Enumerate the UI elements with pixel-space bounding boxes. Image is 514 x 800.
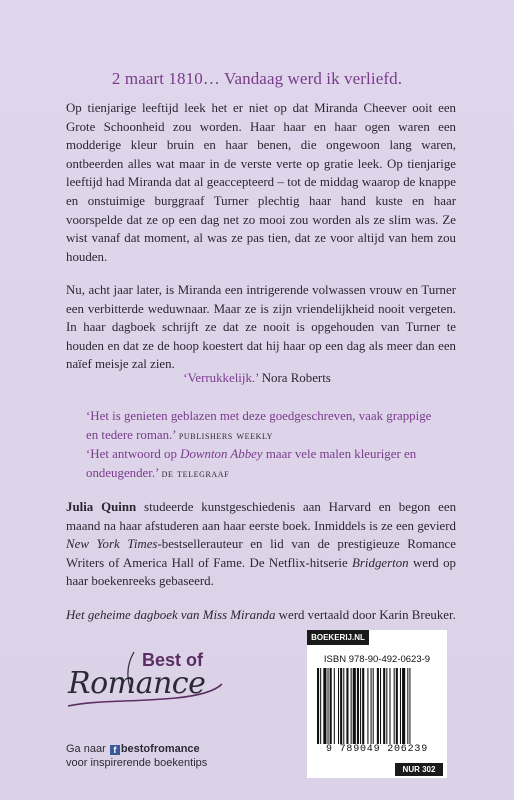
- barcode-digits: 9 789049 206239: [325, 744, 428, 755]
- quote-source: Nora Roberts: [261, 371, 331, 385]
- social-handle[interactable]: bestofromance: [120, 743, 200, 755]
- goto-prefix: Ga naar: [66, 743, 109, 755]
- logo-romance: Romance: [68, 666, 206, 701]
- translator-credit: [66, 606, 476, 625]
- barcode-box: [307, 630, 447, 778]
- author-bio-text: -bestsellerauteur en lid van de prestigieuze Romance Writers of America Hall of Fame. De Netflix-hitserie: [66, 537, 456, 570]
- author-bio-italic: New York Times: [66, 537, 158, 552]
- logo-best-of: Best of: [142, 650, 204, 670]
- blurb-paragraph-1: Op tienjarige leeftijd leek het er niet op dat Miranda Cheever ooit een Grote Schoonheid zou worden. Haar haar en haar ogen waren een modderige kleur bruin en haar benen, die ongewoon lang waren, ontbeerden alles wat maar in de verste verte op gratie leek. Op tienjarige leeftijd had Miranda dat al geaccepteerd – tot de middag waarop de knappe en onstuimige burggraaf Turner plechtig haar hand kuste en haar voorspelde dat ze op een dag net zo mooi zou worden als ze slim was. Ze wist vanaf dat moment, al was ze pas tien, dat ze voor altijd van hem zou houden.: [66, 101, 456, 264]
- publisher-imprint: BOEKERIJ.NL: [307, 630, 369, 645]
- review-quote-3: [86, 445, 446, 482]
- quote-source: publishers weekly: [178, 427, 274, 442]
- review-quote-2: [86, 407, 446, 444]
- goto-line-2: voor inspirerende boekentips: [66, 757, 208, 769]
- author-bio-text: studeerde kunstgeschiedenis aan Harvard en begon een maand na haar afstuderen aan haar eerste boek. Inmiddels is ze een gevierd: [66, 500, 457, 533]
- best-of-romance-logo: [66, 648, 226, 728]
- quote-text: ‘Het is genieten geblazen met deze goedgeschreven, vaak grappige en tedere roman.’: [86, 409, 432, 442]
- author-bio: [66, 498, 456, 591]
- quote-text: ‘Verrukkelijk.’: [183, 371, 259, 385]
- book-title: Het geheime dagboek van Miss Miranda: [66, 608, 276, 622]
- author-bio-text: werd op haar boekenreeks gebaseerd.: [66, 555, 456, 589]
- quote-italic-title: Downton Abbey: [180, 447, 263, 461]
- blurb-paragraph-2: Nu, acht jaar later, is Miranda een intrigerende volwassen vrouw en Turner een verbitterde weduwnaar. Maar ze is zijn vriendelijkheid nooit vergeten. In haar dagboek schrijft ze dat ze nooit is opgehouden van Turner te houden en dat ze de hoop koestert dat hij haar op een dag als meer dan een naïef meisje zal zien.: [66, 283, 456, 372]
- quote-text: ‘Het antwoord op: [86, 447, 181, 461]
- nur-code: NUR 302: [395, 763, 443, 776]
- barcode-icon: [317, 668, 439, 744]
- review-quote-1: [66, 369, 448, 388]
- translator-text: werd vertaald door Karin Breuker.: [275, 608, 456, 622]
- quote-source: de telegraaf: [161, 465, 230, 480]
- author-name: Julia Quinn: [66, 500, 137, 514]
- quote-text-end: maar vele malen kleuriger en ondeugender.’: [86, 447, 417, 480]
- social-link-text: [66, 742, 256, 770]
- headline: 2 maart 1810… Vandaag werd ik verliefd.: [111, 69, 403, 88]
- isbn-text: ISBN 978-90-492-0623-9: [323, 654, 431, 665]
- author-bio-italic: Bridgerton: [352, 555, 409, 570]
- facebook-icon: f: [110, 745, 120, 755]
